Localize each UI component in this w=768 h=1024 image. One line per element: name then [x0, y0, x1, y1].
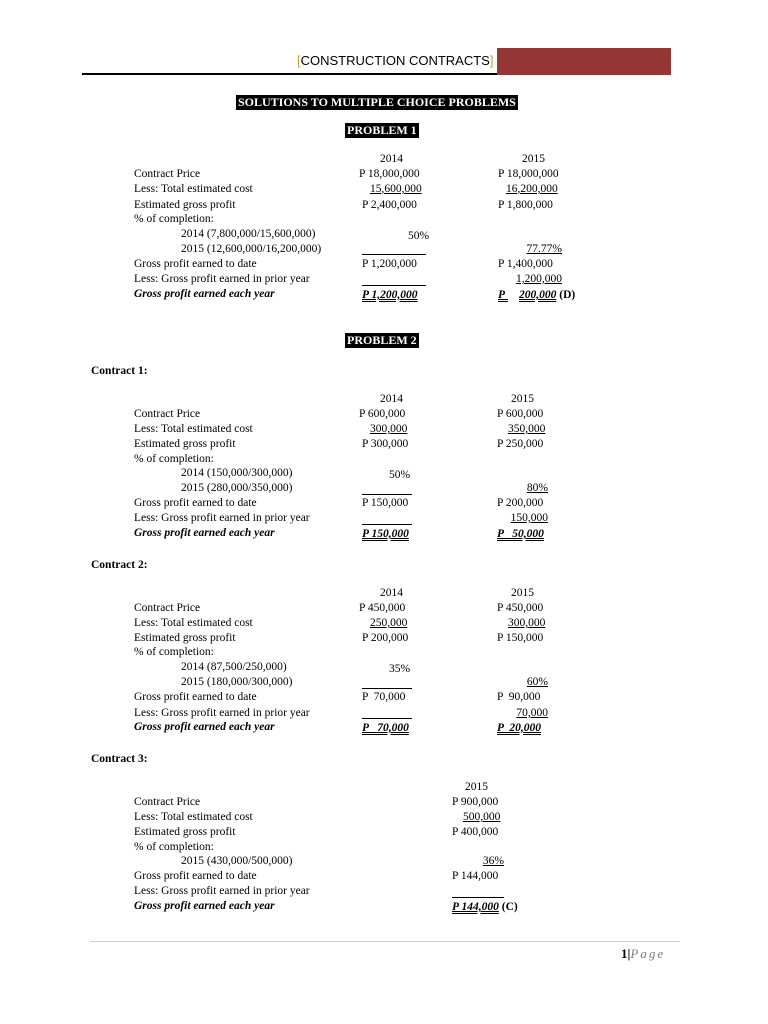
c3-cost: 500,000	[463, 811, 501, 823]
c2-label-pct: % of completion:	[134, 646, 214, 658]
c2-y2-pct: 60%	[526, 676, 548, 688]
c1-y2-prior: 150,000	[510, 512, 548, 524]
p1-y2-egp: P 1,800,000	[498, 199, 553, 211]
page-label: Page	[630, 946, 666, 961]
c1-label-pct: % of completion:	[134, 453, 214, 465]
c2-label-price: Contract Price	[134, 602, 201, 614]
c2-label-each: Gross profit earned each year	[134, 721, 275, 733]
p1-y2-cost: 16,200,000	[506, 183, 558, 195]
header-rule	[82, 73, 497, 75]
c2-label-egp: Estimated gross profit	[134, 632, 236, 644]
header-bracket-open: [	[297, 53, 301, 68]
c1-y1-prior-line	[362, 524, 412, 525]
c2-y2-price: P 450,000	[497, 602, 544, 614]
c2-y1-each: P 70,000	[362, 722, 409, 734]
c3-label-cost: Less: Total estimated cost	[134, 811, 253, 823]
header-title	[297, 53, 493, 68]
page-number	[621, 946, 665, 962]
c3-label-prior: Less: Gross profit earned in prior year	[134, 885, 310, 897]
c1-y1-each: P 150,000	[362, 528, 409, 540]
c1-label-todate: Gross profit earned to date	[134, 497, 257, 509]
c1-y1-cost: 300,000	[370, 423, 408, 435]
c2-y1-prior-line	[362, 718, 412, 719]
c1-y1-price: P 600,000	[359, 408, 406, 420]
p1-answer: (D)	[559, 289, 576, 301]
c2-y2-each: P 20,000	[497, 722, 541, 734]
p1-y2-price: P 18,000,000	[498, 168, 559, 180]
p1-y2-each: 200,000	[519, 289, 557, 301]
c1-label-each: Gross profit earned each year	[134, 527, 275, 539]
c3-year-header: 2015	[465, 781, 488, 793]
p1-y2-each-prefix: P	[498, 289, 506, 301]
c2-y1-pct: 35%	[389, 663, 411, 675]
c3-label-todate: Gross profit earned to date	[134, 870, 257, 882]
c1-y2-each: P 50,000	[497, 528, 544, 540]
c1-label-egp: Estimated gross profit	[134, 438, 236, 450]
header-bracket-close: ]	[489, 53, 494, 68]
p1-y2-todate: P 1,400,000	[498, 258, 553, 270]
p1-label-prior: Less: Gross profit earned in prior year	[134, 273, 310, 285]
c1-y1-pct: 50%	[389, 469, 411, 481]
c3-todate: P 144,000	[452, 870, 499, 882]
header-title-text: CONSTRUCTION CONTRACTS	[300, 53, 490, 68]
c1-y2-price: P 600,000	[497, 408, 544, 420]
c1-year1-header: 2014	[380, 393, 403, 405]
c3-each-row	[452, 900, 518, 915]
c2-y1-egp: P 200,000	[362, 632, 409, 644]
page-number-separator: |	[627, 946, 631, 961]
c2-y1-blank-line	[362, 688, 412, 689]
p1-label-each: Gross profit earned each year	[134, 288, 275, 300]
c3-calc1: 2015 (430,000/500,000)	[181, 855, 293, 867]
c2-label-todate: Gross profit earned to date	[134, 691, 257, 703]
c2-year1-header: 2014	[380, 587, 403, 599]
c1-label-price: Contract Price	[134, 408, 201, 420]
contract1-title: Contract 1:	[91, 365, 148, 377]
c3-answer: (C)	[501, 901, 518, 913]
c1-y2-egp: P 250,000	[497, 438, 544, 450]
c3-pct: 36%	[482, 855, 504, 867]
c1-calc2: 2015 (280,000/350,000)	[181, 482, 293, 494]
p1-y1-price: P 18,000,000	[359, 168, 420, 180]
footer-rule	[90, 941, 680, 942]
c1-y2-todate: P 200,000	[497, 497, 544, 509]
contract3-title: Contract 3:	[91, 753, 148, 765]
c1-year2-header: 2015	[511, 393, 534, 405]
c3-label-price: Contract Price	[134, 796, 201, 808]
problem2-title: PROBLEM 2	[347, 333, 417, 347]
c2-y2-egp: P 150,000	[497, 632, 544, 644]
c3-each: P 144,000	[452, 901, 499, 913]
p1-label-todate: Gross profit earned to date	[134, 258, 257, 270]
problem1-title: PROBLEM 1	[347, 123, 417, 137]
c1-y1-egp: P 300,000	[362, 438, 409, 450]
p1-label-price: Contract Price	[134, 168, 201, 180]
p1-y2-each-gap	[505, 288, 519, 303]
c2-calc1: 2014 (87,500/250,000)	[181, 661, 287, 673]
p1-y1-prior-line	[362, 285, 426, 286]
p1-label-pct: % of completion:	[134, 213, 214, 225]
c2-year2-header: 2015	[511, 587, 534, 599]
header-color-band	[497, 48, 671, 75]
p1-calc1: 2014 (7,800,000/15,600,000)	[181, 228, 316, 240]
p1-y1-egp: P 2,400,000	[362, 199, 417, 211]
p1-calc2: 2015 (12,600,000/16,200,000)	[181, 243, 322, 255]
contract2-title: Contract 2:	[91, 559, 148, 571]
c2-y2-cost: 300,000	[508, 617, 546, 629]
c1-y1-blank-line	[362, 494, 412, 495]
c2-y2-todate: P 90,000	[497, 691, 541, 703]
p1-y2-prior: 1,200,000	[516, 273, 562, 285]
c3-egp: P 400,000	[452, 826, 499, 838]
p1-y1-blank-line	[362, 254, 426, 255]
c1-calc1: 2014 (150,000/300,000)	[181, 467, 293, 479]
p1-y1-pct: 50%	[408, 230, 430, 242]
c1-y2-cost: 350,000	[508, 423, 546, 435]
p1-year1-header: 2014	[380, 153, 403, 165]
c1-label-prior: Less: Gross profit earned in prior year	[134, 512, 310, 524]
p1-label-cost: Less: Total estimated cost	[134, 183, 253, 195]
c1-label-cost: Less: Total estimated cost	[134, 423, 253, 435]
c3-label-each: Gross profit earned each year	[134, 900, 275, 912]
p1-y1-todate: P 1,200,000	[362, 258, 417, 270]
p1-label-egp: Estimated gross profit	[134, 199, 236, 211]
main-title: SOLUTIONS TO MULTIPLE CHOICE PROBLEMS	[238, 95, 516, 109]
c2-calc2: 2015 (180,000/300,000)	[181, 676, 293, 688]
c3-price: P 900,000	[452, 796, 499, 808]
c2-y1-cost: 250,000	[370, 617, 408, 629]
c3-label-pct: % of completion:	[134, 841, 214, 853]
c1-y1-todate: P 150,000	[362, 497, 409, 509]
c2-y1-todate: P 70,000	[362, 691, 406, 703]
p1-y1-each: P 1,200,000	[362, 289, 418, 301]
page-number-value: 1	[621, 946, 628, 961]
c2-label-prior: Less: Gross profit earned in prior year	[134, 707, 310, 719]
p1-y2-pct: 77.77%	[526, 243, 562, 255]
c2-label-cost: Less: Total estimated cost	[134, 617, 253, 629]
p1-y1-cost: 15,600,000	[370, 183, 422, 195]
p1-y2-each-row	[498, 288, 575, 303]
c3-label-egp: Estimated gross profit	[134, 826, 236, 838]
p1-year2-header: 2015	[522, 153, 545, 165]
c1-y2-pct: 80%	[526, 482, 548, 494]
c2-y2-prior: 70,000	[516, 707, 548, 719]
c2-y1-price: P 450,000	[359, 602, 406, 614]
c3-prior-line	[452, 897, 504, 898]
